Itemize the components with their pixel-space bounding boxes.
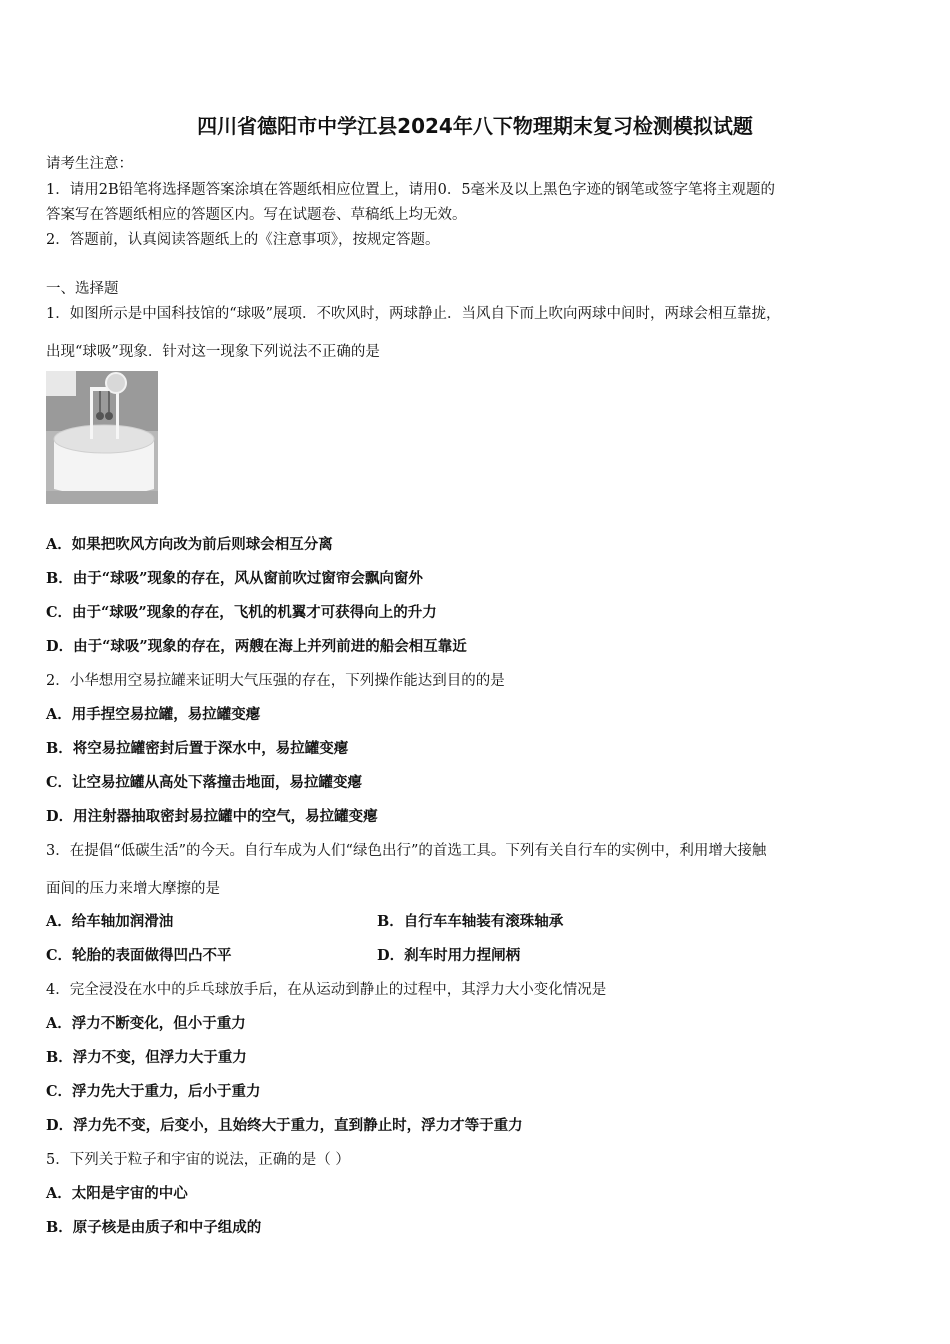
q3-stem-line-1: 3．在提倡“低碳生活”的今天。自行车成为人们“绿色出行”的首选工具。下列有关自行车的实例中，利用增大接触 [46,843,767,859]
q1-option-d: D．由于“球吸”现象的存在，两艘在海上并列前进的船会相互靠近 [46,638,467,655]
notice-item-1-line-1: 1．请用2B铅笔将选择题答案涂填在答题纸相应位置上，请用0．5毫米及以上黑色字迹的钢笔或签字笔将主观题的 [46,182,776,198]
q2-option-d: D．用注射器抽取密封易拉罐中的空气，易拉罐变瘪 [46,808,378,825]
q1-option-b: B．由于“球吸”现象的存在，风从窗前吹过窗帘会飘向窗外 [46,570,423,587]
q1-stem-line-1: 1．如图所示是中国科技馆的“球吸”展项．不吹风时，两球静止．当风自下而上吹向两球中间时，两球会相互靠拢， [46,306,781,322]
q1-option-a: A．如果把吹风方向改为前后则球会相互分离 [46,536,333,553]
q1-option-c: C．由于“球吸”现象的存在，飞机的机翼才可获得向上的升力 [46,604,437,621]
q4-option-b: B．浮力不变，但浮力大于重力 [46,1049,247,1066]
q4-option-d: D．浮力先不变，后变小，且始终大于重力，直到静止时，浮力才等于重力 [46,1117,523,1134]
q4-option-a: A．浮力不断变化，但小于重力 [46,1015,246,1032]
exhibit-illustration [46,371,158,504]
q3-stem-line-2: 面间的压力来增大摩擦的是 [46,881,220,897]
q5-option-a: A．太阳是宇宙的中心 [46,1185,188,1202]
q4-option-c: C．浮力先大于重力，后小于重力 [46,1083,261,1100]
q3-option-b: B．自行车车轴装有滚珠轴承 [377,913,564,930]
q5-option-b: B．原子核是由质子和中子组成的 [46,1219,262,1236]
q3-option-d: D．刹车时用力捏闸柄 [377,947,521,964]
notice-heading: 请考生注意： [46,156,133,172]
q3-option-c: C．轮胎的表面做得凹凸不平 [46,947,232,964]
notice-item-2: 2．答题前，认真阅读答题纸上的《注意事项》，按规定答题。 [46,232,440,248]
q2-option-a: A．用手捏空易拉罐，易拉罐变瘪 [46,706,261,723]
section-heading: 一、选择题 [46,281,119,297]
q1-stem-line-2: 出现“球吸”现象．针对这一现象下列说法不正确的是 [46,344,380,360]
notice-item-1-line-2: 答案写在答题纸相应的答题区内。写在试题卷、草稿纸上均无效。 [46,207,467,223]
page-title: 四川省德阳市中学江县2024年八下物理期末复习检测模拟试题 [197,114,753,138]
ball-suction-exhibit-photo [46,371,158,504]
q2-option-b: B．将空易拉罐密封后置于深水中，易拉罐变瘪 [46,740,349,757]
q3-option-a: A．给车轴加润滑油 [46,913,174,930]
q2-option-c: C．让空易拉罐从高处下落撞击地面，易拉罐变瘪 [46,774,363,791]
q4-stem: 4．完全浸没在水中的乒乓球放手后，在从运动到静止的过程中，其浮力大小变化情况是 [46,982,607,998]
q5-stem: 5．下列关于粒子和宇宙的说法，正确的是（ ） [46,1152,350,1168]
q2-stem: 2．小华想用空易拉罐来证明大气压强的存在，下列操作能达到目的的是 [46,673,505,689]
